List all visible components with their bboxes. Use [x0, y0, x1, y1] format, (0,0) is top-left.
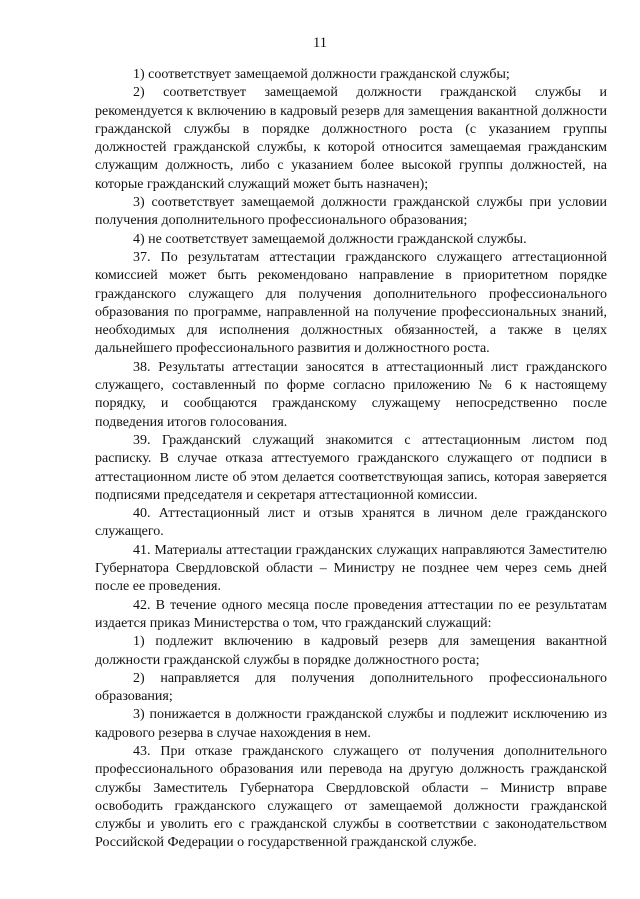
paragraph-subitem-2: 2) направляется для получения дополнительного профессионального образования;	[95, 670, 607, 705]
document-body	[95, 66, 607, 853]
paragraph-subitem-3: 3) понижается в должности гражданской службы и подлежит исключению из кадрового резерва в случае нахождения в нем.	[95, 707, 607, 741]
paragraph-item-4: 4) не соответствует замещаемой должности гражданской службы.	[133, 231, 527, 247]
paragraph-item-2: 2) соответствует замещаемой должности гражданской службы и рекомендуется к включению в кадровый резерв для замещения вакантной должности гражданской службы в порядке должностного роста (с указанием группы должностей гражданской службы, к которой относится замещаемая гражданским служащим должность, либо с указанием более высокой группы должностей, на которые гражданский служащий может быть назначен);	[95, 85, 607, 192]
paragraph-subitem-1: 1) подлежит включению в кадровый резерв для замещения вакантной должности гражданской службы в порядке должностного роста;	[95, 634, 607, 668]
paragraph-clause-42: 42. В течение одного месяца после проведения аттестации по ее результатам издается приказ Министерства о том, что гражданский служащий:	[95, 597, 607, 631]
paragraph-clause-38: 38. Результаты аттестации заносятся в аттестационный лист гражданского служащего, составленный по форме согласно приложению № 6 к настоящему порядку, и сообщаются гражданскому служащему непосредственно после подведения итогов голосования.	[95, 359, 607, 430]
paragraph-item-1: 1) соответствует замещаемой должности гражданской службы;	[133, 67, 510, 82]
paragraph-clause-40: 40. Аттестационный лист и отзыв хранятся в личном деле гражданского служащего.	[95, 506, 607, 540]
paragraph-clause-41: 41. Материалы аттестации гражданских служащих направляются Заместителю Губернатора Свердловской области – Министру не позднее чем через семь дней после ее проведения.	[95, 542, 607, 595]
paragraph-item-3: 3) соответствует замещаемой должности гражданской службы при условии получения дополнительного профессионального образования;	[95, 195, 607, 229]
paragraph-clause-39: 39. Гражданский служащий знакомится с аттестационным листом под расписку. В случае отказа аттестуемого гражданского служащего от подписи в аттестационном листе об этом делается соответствующая запись, которая заверяется подписями председателя и секретаря аттестационной комиссии.	[95, 432, 607, 503]
paragraph-clause-43: 43. При отказе гражданского служащего от получения дополнительного профессионального образования или перевода на другую должность гражданской службы Заместитель Губернатора Свердловской области – Министр вправе освободить гражданского служащего от замещаемой должности гражданской службы и уволить его с гражданской службы в соответствии с законодательством Российской Федерации о государственной гражданской службе.	[95, 743, 607, 851]
page-number: 11	[313, 35, 327, 51]
paragraph-clause-37: 37. По результатам аттестации гражданского служащего аттестационной комиссией может быть рекомендовано направление в приоритетном порядке гражданского служащего для получения дополнительного профессионального образования по программе, направленной на получение профессиональных знаний, необходимых для исполнения должностных обязанностей, а также в целях дальнейшего профессионального развития и должностного роста.	[95, 249, 607, 357]
